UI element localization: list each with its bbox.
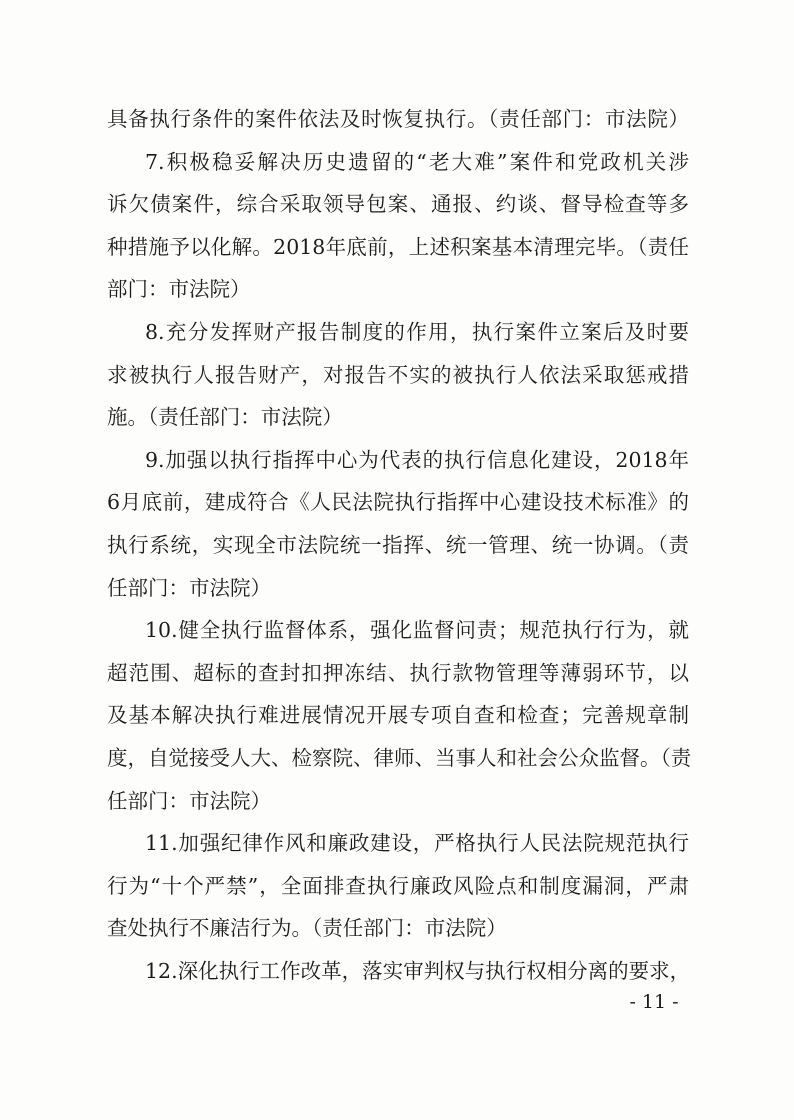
text-line: 任部门：市法院） <box>107 576 271 600</box>
text-line: 行为“十个严禁”，全面排查执行廉政风险点和制度漏洞，严肃 <box>107 874 689 898</box>
text-line: 查处执行不廉洁行为。（责任部门：市法院） <box>107 916 507 940</box>
text-line: 求被执行人报告财产，对报告不实的被执行人依法采取惩戒措 <box>107 363 689 387</box>
text-line: 度，自觉接受人大、检察院、律师、当事人和社会公众监督。（责 <box>107 746 692 770</box>
text-line: 6月底前，建成符合《人民法院执行指挥中心建设技术标准》的 <box>107 490 689 514</box>
text-line: 执行系统，实现全市法院统一指挥、统一管理、统一协调。（责 <box>107 533 689 557</box>
paragraph-10-first-line: 10.健全执行监督体系，强化监督问责；规范执行行为，就 <box>145 618 689 642</box>
text-line: 施。（责任部门：市法院） <box>107 405 343 429</box>
text-line: 部门：市法院） <box>107 277 251 301</box>
paragraph-12-first-line: 12.深化执行工作改革，落实审判权与执行权相分离的要求， <box>145 959 691 983</box>
paragraph-9-first-line: 9.加强以执行指挥中心为代表的执行信息化建设，2018年 <box>145 448 689 472</box>
text-line: 诉欠债案件，综合采取领导包案、通报、约谈、督导检查等多 <box>107 192 689 216</box>
text-line: 任部门：市法院） <box>107 789 271 813</box>
paragraph-11-first-line: 11.加强纪律作风和廉政建设，严格执行人民法院规范执行 <box>145 831 689 855</box>
paragraph-7-first-line: 7.积极稳妥解决历史遗留的“老大难”案件和党政机关涉 <box>145 150 689 174</box>
paragraph-8-first-line: 8.充分发挥财产报告制度的作用，执行案件立案后及时要 <box>145 320 689 344</box>
text-line: 及基本解决执行难进展情况开展专项自查和检查；完善规章制 <box>107 703 689 727</box>
text-line: 具备执行条件的案件依法及时恢复执行。（责任部门：市法院） <box>107 107 689 131</box>
page-number: - 11 - <box>629 991 679 1013</box>
text-line: 超范围、超标的查封扣押冻结、执行款物管理等薄弱环节，以 <box>107 661 689 685</box>
text-line: 种措施予以化解。2018年底前，上述积案基本清理完毕。（责任 <box>107 235 689 259</box>
